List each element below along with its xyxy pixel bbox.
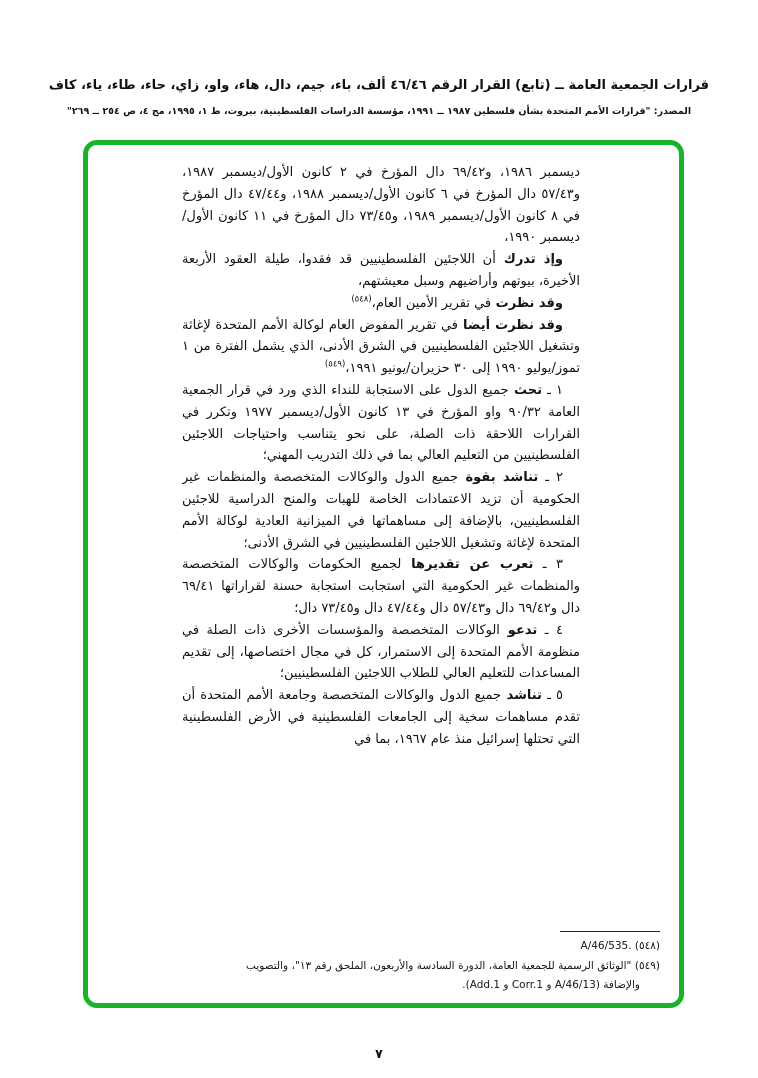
paragraph-number: ٥ ـ <box>541 688 563 704</box>
paragraph <box>182 380 580 467</box>
paragraph-number: ١ ـ <box>542 382 564 398</box>
paragraph-lead: وقد نظرت أيضا <box>458 317 563 333</box>
paragraph-lead: تناشد بقوة <box>458 470 539 486</box>
paragraph <box>182 620 580 685</box>
footnote-reference: (٥٤٨) <box>351 294 372 305</box>
paragraph-text: في تقرير الأمين العام، <box>371 295 492 311</box>
paragraph <box>182 315 580 380</box>
paragraph-text: لجميع الحكومات والوكالات المتخصصة والمنظمات غير الحكومية التي استجابت استجابة حسنة لقراراتها ٦٩/٤١ دال و٦٩/٤٢ دال و٥٧/٤٣ دال و٤٧/٤٤ دال و٧٣/٤٥ دال؛ <box>182 557 580 616</box>
paragraph-text: جميع الدول على الاستجابة للنداء الذي ورد في قرار الجمعية العامة ٩٠/٣٢ واو المؤرخ في ١٣ كانون الأول/ديسمبر ١٩٧٧ وتكرر في القرارات اللاحقة ذات الصلة، على نحو يتناسب واحتياجات اللاجئين الفلسطينيين من التعليم العالي بما في ذلك التدريب المهني؛ <box>182 382 580 464</box>
footnotes-block <box>246 937 660 996</box>
paragraph-lead: تحث <box>508 382 543 398</box>
paragraph-lead: تدعو <box>499 622 538 638</box>
paragraph-text: في تقرير المفوض العام لوكالة الأمم المتحدة لإغاثة وتشغيل اللاجئين الفلسطينيين في الشرق الأدنى، الذي يشمل الفترة من ١ تموز/يوليو ١٩٩٠ إلى ٣٠ حزيران/يونيو ١٩٩١، <box>182 317 580 377</box>
paragraph-number: ٣ ـ <box>533 557 563 573</box>
footnote-reference: (٥٤٩) <box>324 359 346 370</box>
paragraph <box>182 467 580 554</box>
paragraph-text: جميع الدول والوكالات المتخصصة والمنظمات غير الحكومية أن تزيد الاعتمادات الخاصة للهبات والمنح الدراسية للاجئين الفلسطينيين، بالإضافة إلى مساهماتها في الميزانية العادية لوكالة الأمم المتحدة لإغاثة وتشغيل اللاجئين الفلسطينيين في الشرق الأدنى؛ <box>182 470 580 551</box>
paragraph-lead: تعرب عن تقديرها <box>401 557 534 573</box>
paragraph-text: الوكالات المتخصصة والمؤسسات الأخرى ذات الصلة في منظومة الأمم المتحدة إلى الاستمرار، كل في مجال اختصاصها، إلى تقديم المساعدات للتعليم العالي للطلاب اللاجئين الفلسطينيين؛ <box>182 622 580 682</box>
paragraph-number: ٢ ـ <box>538 470 564 486</box>
footnote: (٥٤٨) A/46/535.‎ <box>580 940 660 952</box>
paragraph-number: ٤ ـ <box>537 622 564 638</box>
paragraph <box>182 293 580 315</box>
paragraph <box>182 554 580 619</box>
paragraph-lead: تناشد <box>501 688 542 704</box>
page-number: ٧ <box>375 1046 383 1061</box>
paragraph <box>182 162 580 249</box>
footnote: (٥٤٩) "الوثائق الرسمية للجمعية العامة، الدورة السادسة والأربعون، الملحق رقم ١٣"، والتصويب والإضافة (A/46/13 و Corr.1 و Add.1). <box>246 959 660 991</box>
footnote-separator-rule <box>560 931 660 932</box>
paragraph-lead: وقد نظرت <box>491 295 563 311</box>
resolution-text-column <box>182 162 580 920</box>
page-header-source: المصدر: "قرارات الأمم المتحدة بشأن فلسطين ١٩٨٧ ــ ١٩٩١، مؤسسة الدراسات الفلسطينية، بيروت، ط ١، ١٩٩٥، مج ٤، ص ٢٥٤ ــ ٢٦٩" <box>66 106 692 117</box>
paragraph <box>182 249 580 293</box>
paragraph-text: جميع الدول والوكالات المتخصصة وجامعة الأمم المتحدة أن تقدم مساهمات سخية إلى الجامعات الفلسطينية في الأرض الفلسطينية التي تحتلها إسرائيل منذ عام ١٩٦٧، بما في <box>182 688 580 747</box>
page-header-title: قرارات الجمعية العامة ــ (تابع) القرار الرقم ٤٦/٤٦ ألف، باء، جيم، دال، هاء، واو، زاي، حاء، طاء، ياء، كاف <box>48 78 710 93</box>
paragraph-lead: وإذ تدرك <box>495 252 563 268</box>
paragraph-text: أن اللاجئين الفلسطينيين قد فقدوا، طيلة العقود الأربعة الأخيرة، بيوتهم وأراضيهم وسبل معيشتهم، <box>182 252 580 289</box>
paragraph-text: ديسمبر ١٩٨٦، و٦٩/٤٢ دال المؤرخ في ٢ كانون الأول/ديسمبر ١٩٨٧، و٥٧/٤٣ دال المؤرخ في ٦ كانون الأول/ديسمبر ١٩٨٨، و٤٧/٤٤ دال المؤرخ في ٨ كانون الأول/ديسمبر ١٩٨٩، و٧٣/٤٥ دال المؤرخ في ١١ كانون الأول/ديسمبر ١٩٩٠، <box>182 165 580 246</box>
paragraph <box>182 685 580 750</box>
